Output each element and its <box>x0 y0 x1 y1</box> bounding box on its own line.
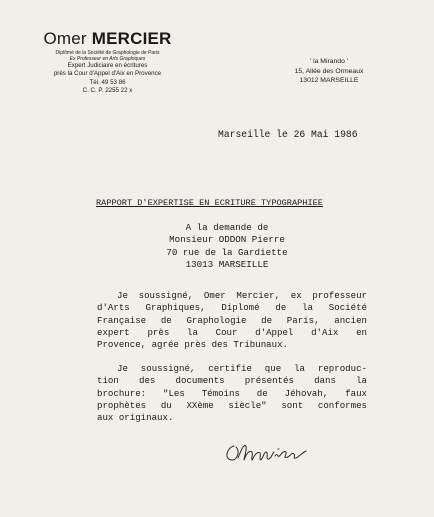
sender-expert-title: Expert Judiciaire en écritures <box>67 62 148 69</box>
paragraph-declaration <box>97 290 367 351</box>
recipient-line: A la demande de <box>185 222 269 233</box>
text-line: aux originaux. <box>97 412 174 424</box>
text-line: brochure: "Les Témoins de Jéhovah, faux <box>97 387 367 399</box>
paragraph-certification <box>97 363 367 424</box>
sender-city: 13012 MARSEILLE <box>299 77 359 84</box>
sender-street: 15, Allée des Ormeaux <box>294 67 364 75</box>
sender-former-role: Ex Professeur en Arts Graphiques <box>69 56 146 62</box>
text-line: Provence, agrée près des Tribunaux. <box>97 339 288 351</box>
sender-house-name: ' la Mirando ' <box>309 58 349 65</box>
text-line: Je soussigné, Omer Mercier, ex professeur <box>117 290 367 301</box>
recipient-name: Monsieur ODDON Pierre <box>169 234 285 246</box>
letterhead-left <box>20 30 195 95</box>
letter-date: Marseille le 26 Mai 1986 <box>218 129 358 140</box>
sender-name <box>20 30 195 48</box>
letter-subject: RAPPORT D'EXPERTISE EN ECRITURE TYPOGRAPHIEE <box>96 198 323 208</box>
text-line: Française de Graphologie de Paris, ancien <box>97 314 367 326</box>
sender-last-name: MERCIER <box>91 29 172 48</box>
text-line: prophètes du XXème siècle" sont conformes <box>97 399 367 411</box>
text-line: expert près la Cour d'Appel d'Aix en <box>97 326 367 338</box>
sender-phone: Tél. 49 53 86 <box>89 78 126 86</box>
letterhead-right <box>264 57 394 86</box>
sender-ccp: C. C. P. 2255 22 x <box>82 86 133 94</box>
text-line: Je soussigné, certifie que la reproduc- <box>117 363 367 374</box>
sender-first-name: Omer <box>43 29 87 48</box>
recipient-street: 70 rue de la Gardiette <box>166 246 288 258</box>
recipient-city: 13013 MARSEILLE <box>185 259 269 271</box>
sender-court: près la Cour d'Appel d'Aix en Provence <box>53 70 162 78</box>
handwritten-signature <box>220 438 310 468</box>
text-line: tion des documents présentés dans la <box>97 375 367 387</box>
sender-diploma: Diplômé de la Société de Graphologie de Paris <box>55 50 160 56</box>
text-line: d'Arts Graphiques, Diplomé de la Société <box>97 302 367 314</box>
recipient-block <box>162 222 292 272</box>
